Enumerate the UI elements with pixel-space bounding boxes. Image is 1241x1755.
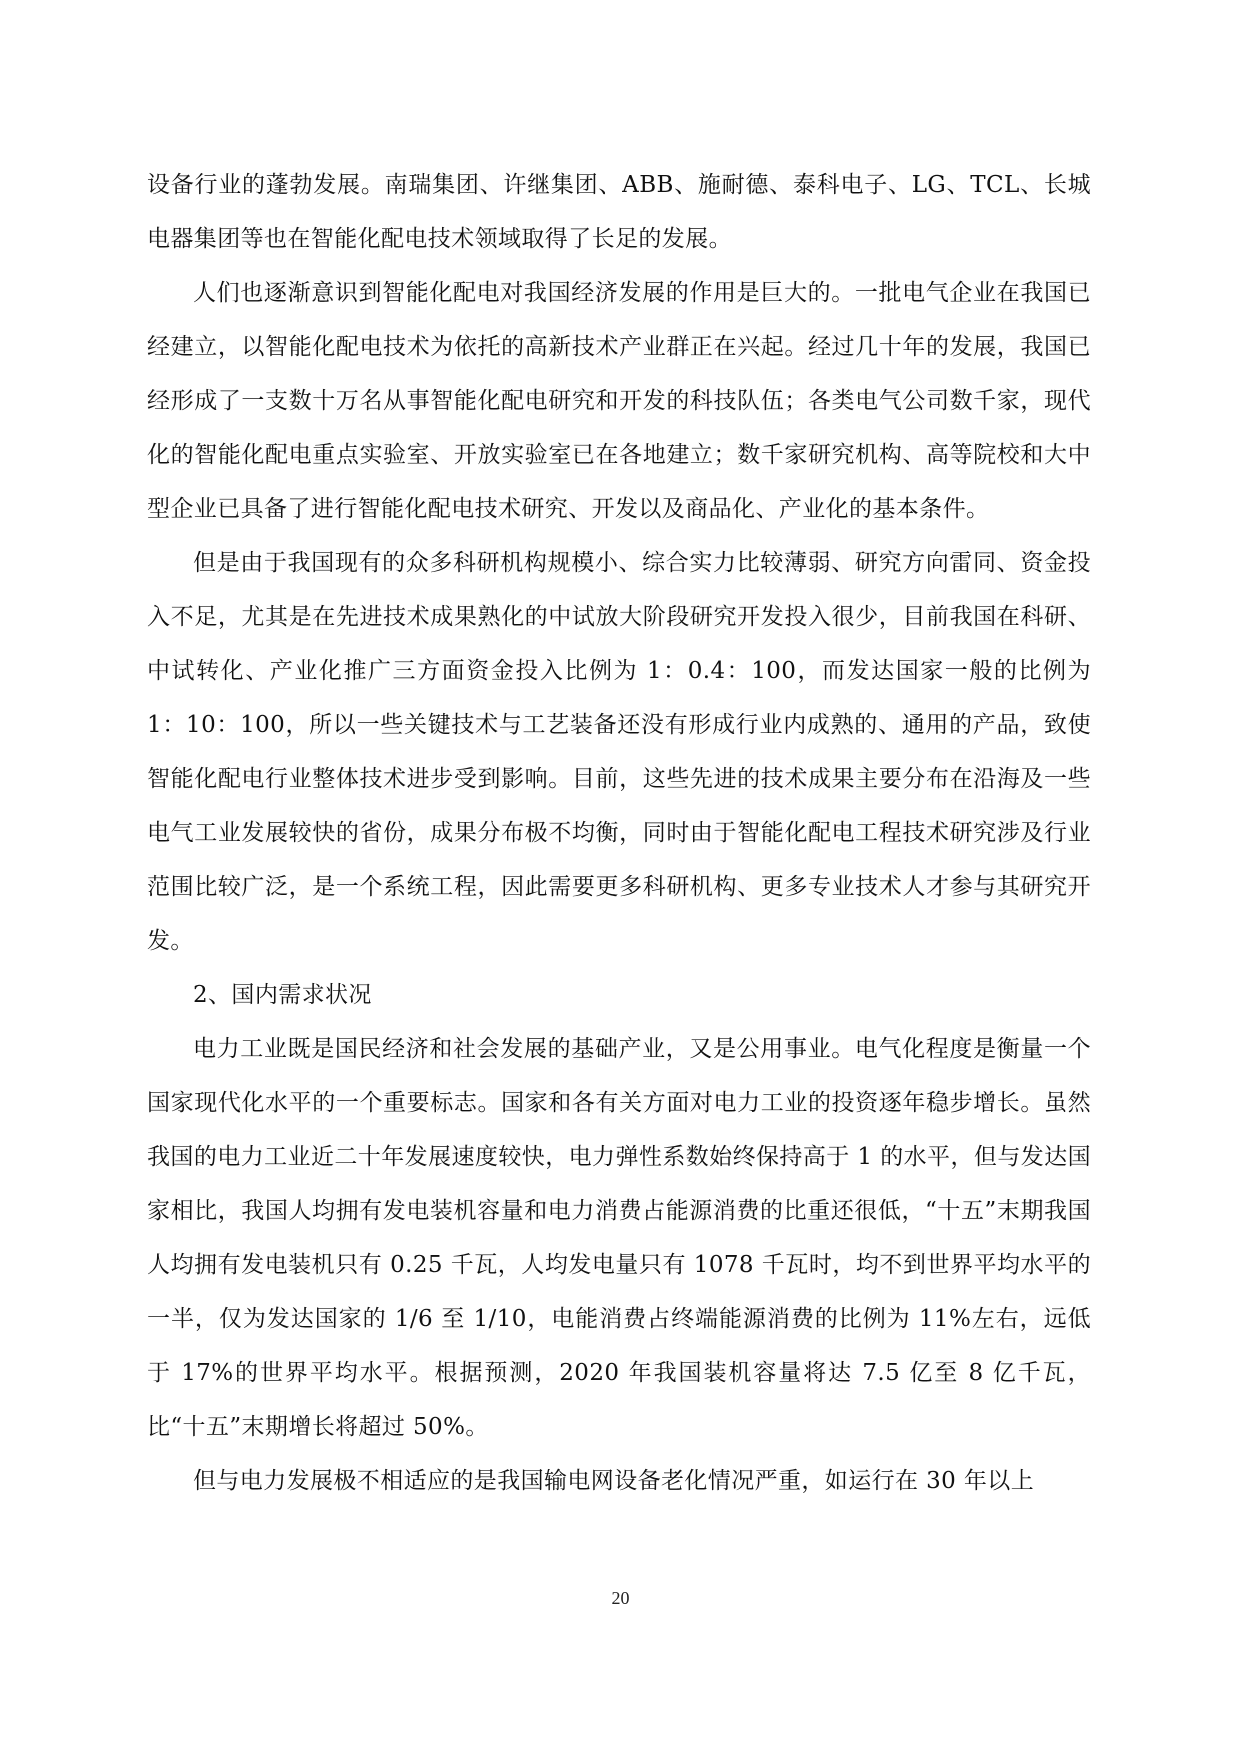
page-number: 20 <box>611 1588 630 1608</box>
section-heading-domestic-demand: 2、国内需求状况 <box>193 982 372 1008</box>
paragraph-grid-aging: 但与电力发展极不相适应的是我国输电网设备老化情况严重，如运行在 30 年以上 <box>193 1468 1035 1494</box>
paragraph-research-investment: 但是由于我国现有的众多科研机构规模小、综合实力比较薄弱、研究方向雷同、资金投入不足，尤其是在先进技术成果熟化的中试放大阶段研究开发投入很少，目前我国在科研、中试转化、产业化推广三方面资金投入比例为 1：0.4：100，而发达国家一般的比例为 1：10：100，所以一些关键技术与工艺装备还没有形成行业内成熟的、通用的产品，致使智能化配电行业整体技术进步受到影响。目前，这些先进的技术成果主要分布在沿海及一些电气工业发展较快的省份，成果分布极不均衡，同时由于智能化配电工程技术研究涉及行业范围比较广泛，是一个系统工程，因此需要更多科研机构、更多专业技术人才参与其研究开发。 <box>147 550 1091 954</box>
document-body <box>147 158 1091 1508</box>
paragraph-power-industry: 电力工业既是国民经济和社会发展的基础产业，又是公用事业。电气化程度是衡量一个国家现代化水平的一个重要标志。国家和各有关方面对电力工业的投资逐年稳步增长。虽然我国的电力工业近二十年发展速度较快，电力弹性系数始终保持高于 1 的水平，但与发达国家相比，我国人均拥有发电装机容量和电力消费占能源消费的比重还很低，“十五”末期我国人均拥有发电装机只有 0.25 千瓦，人均发电量只有 1078 千瓦时，均不到世界平均水平的一半，仅为发达国家的 1/6 至 1/10，电能消费占终端能源消费的比例为 11%左右，远低于 17%的世界平均水平。根据预测，2020 年我国装机容量将达 7.5 亿至 8 亿千瓦，比“十五”末期增长将超过 50%。 <box>147 1036 1091 1440</box>
paragraph-industry-awareness: 人们也逐渐意识到智能化配电对我国经济发展的作用是巨大的。一批电气企业在我国已经建立，以智能化配电技术为依托的高新技术产业群正在兴起。经过几十年的发展，我国已经形成了一支数十万名从事智能化配电研究和开发的科技队伍；各类电气公司数千家，现代化的智能化配电重点实验室、开放实验室已在各地建立；数千家研究机构、高等院校和大中型企业已具备了进行智能化配电技术研究、开发以及商品化、产业化的基本条件。 <box>147 280 1091 522</box>
paragraph-continuation: 设备行业的蓬勃发展。南瑞集团、许继集团、ABB、施耐德、泰科电子、LG、TCL、长城电器集团等也在智能化配电技术领域取得了长足的发展。 <box>147 172 1091 252</box>
